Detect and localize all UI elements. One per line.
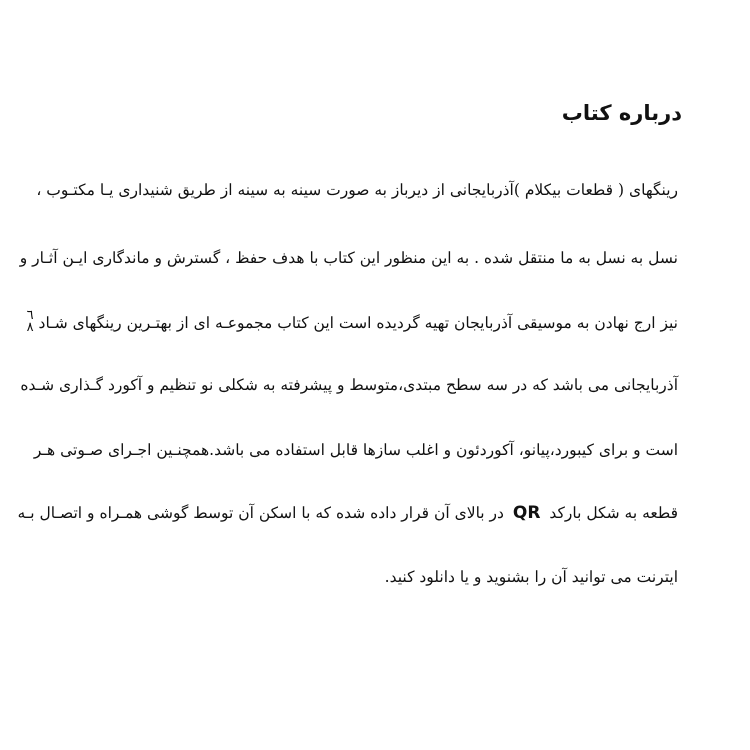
paragraph-line-3-text: نیز ارج نهادن به موسیقی آذربایجان تهیه گردیده است این کتاب مجموعـه ای از بهتـرین رینگهای شـاد xyxy=(38,314,678,332)
paragraph-line-3 xyxy=(26,308,678,336)
paragraph-line-7: ایترنت می توانید آن را بشنوید و یا دانلود کنید. xyxy=(384,568,678,586)
page-title: درباره کتاب xyxy=(561,101,682,125)
paragraph-line-6 xyxy=(17,501,678,525)
paragraph-line-1: رینگهای ( قطعات بیکلام )آذربایجانی از دیرباز به صورت سینه به سینه از طریق شنیداری یـا مکتـوب ، xyxy=(36,181,678,199)
paragraph-line-6-start: قطعه به شکل بارکد xyxy=(549,504,678,522)
qr-code-label: QR xyxy=(512,503,541,523)
time-signature-fraction xyxy=(27,310,34,334)
paragraph-line-6-end: در بالای آن قرار داده شده که با اسکن آن توسط گوشی همـراه و اتصـال بـه xyxy=(17,504,504,522)
paragraph-line-4: آذربایجانی می باشد که در سه سطح مبتدی،متوسط و پیشرفته به شکلی نو تنظیم و آکورد گـذاری شـده xyxy=(20,376,678,394)
fraction-numerator: ٦ xyxy=(26,308,34,323)
fraction-denominator: ٨ xyxy=(26,320,34,335)
paragraph-line-5: است و برای کیبورد،پیانو، آکوردئون و اغلب سازها قابل استفاده می باشد.همچنـین اجـرای صـوتی هـر xyxy=(33,441,678,459)
paragraph-line-2: نسل به نسل به ما منتقل شده . به این منظور این کتاب با هدف حفظ ، گسترش و ماندگاری ایـن آثـار و xyxy=(19,249,678,267)
